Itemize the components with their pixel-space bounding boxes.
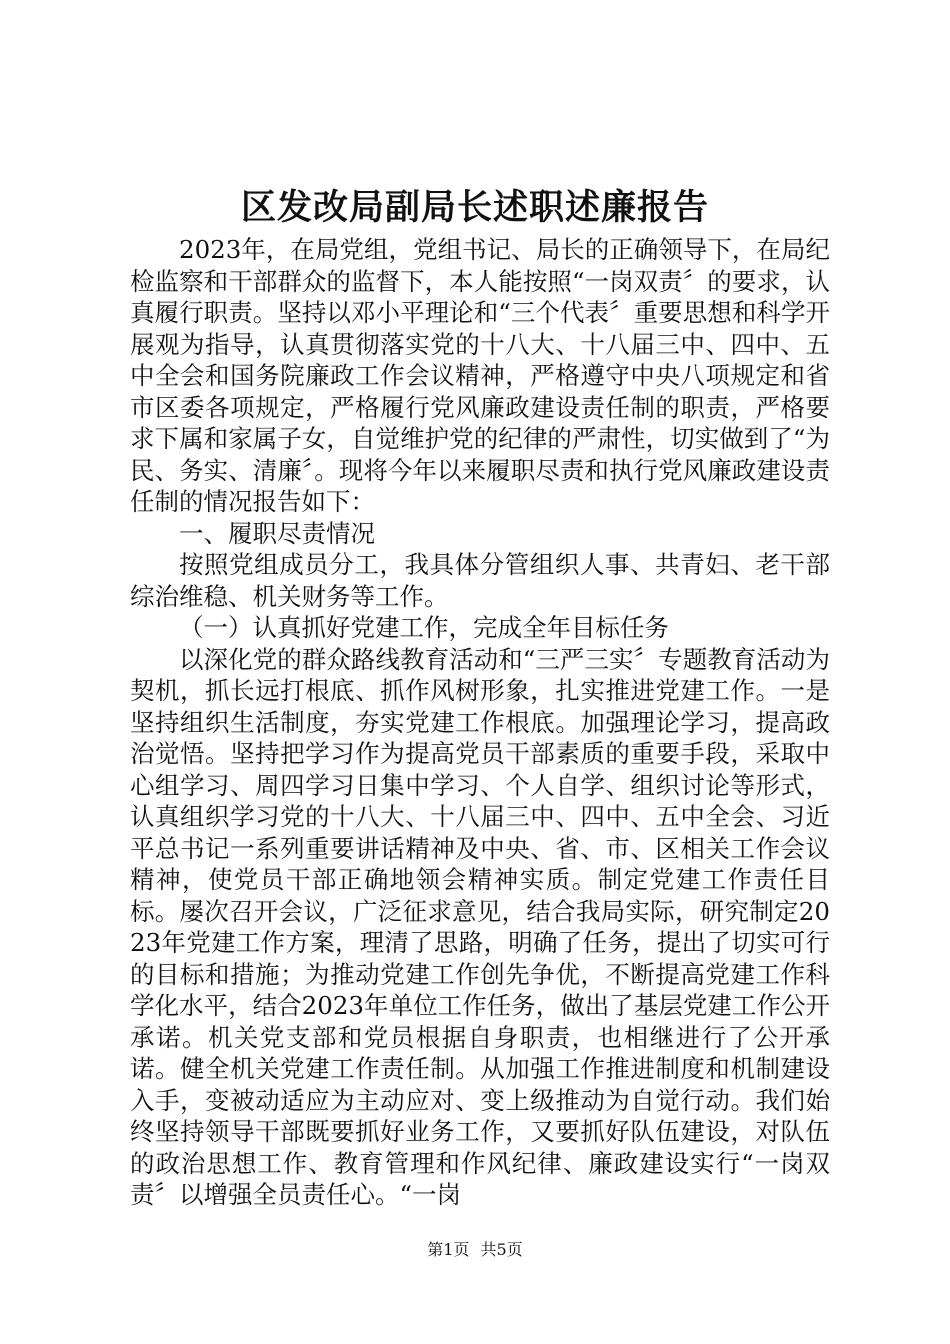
page-footer bbox=[0, 1240, 950, 1260]
paragraph-division: 按照党组成员分工，我具体分管组织人事、共青妇、老干部综治维稳、机关财务等工作。 bbox=[130, 550, 830, 611]
document-body bbox=[130, 234, 830, 1211]
page-number: 第1页 bbox=[427, 1240, 470, 1259]
section-heading: 一、履职尽责情况 bbox=[179, 518, 375, 548]
paragraph-intro: 2023年，在局党组，党组书记、局长的正确领导下，在局纪检监察和干部群众的监督下，本人能按照“一岗双责〞的要求，认真履行职责。坚持以邓小平理论和“三个代表〞重要思想和科学开展观为指导，认真贯彻落实党的十八大、十八届三中、四中、五中全会和国务院廉政工作会议精神，严格遵守中央八项规定和省市区委各项规定，严格履行党风廉政建设责任制的职责，严格要求下属和家属子女，自觉维护党的纪律的严肃性，切实做到了“为民、务实、清廉〞。现将今年以来履职尽责和执行党风廉政建设责任制的情况报告如下： bbox=[130, 235, 830, 516]
page-total: 共5页 bbox=[480, 1240, 523, 1259]
paragraph-party-building: 以深化党的群众路线教育活动和“三严三实〞专题教育活动为契机，抓长远打根底、抓作风树形象，扎实推进党建工作。一是坚持组织生活制度，夯实党建工作根底。加强理论学习，提高政治觉悟。坚持把学习作为提高党员干部素质的重要手段，采取中心组学习、周四学习日集中学习、个人自学、组织讨论等形式，认真组织学习党的十八大、十八届三中、四中、五中全会、习近平总书记一系列重要讲话精神及中央、省、市、区相关工作会议精神，使党员干部正确地领会精神实质。制定党建工作责任目标。屡次召开会议，广泛征求意见，结合我局实际，研究制定2023年党建工作方案，理清了思路，明确了任务，提出了切实可行的目标和措施；为推动党建工作创先争优，不断提高党建工作科学化水平，结合2023年单位工作任务，做出了基层党建工作公开承诺。机关党支部和党员根据自身职责，也相继进行了公开承诺。健全机关党建工作责任制。从加强工作推进制度和机制建设入手，变被动适应为主动应对、变上级推动为自觉行动。我们始终坚持领导干部既要抓好业务工作，又要抓好队伍建设，对队伍的政治思想工作、教育管理和作风纪律、廉政建设实行“一岗双责〞以增强全员责任心。“一岗 bbox=[130, 644, 830, 1209]
subsection-heading: （一）认真抓好党建工作，完成全年目标任务 bbox=[179, 613, 669, 642]
document-title: 区发改局副局长述职述廉报告 bbox=[240, 187, 709, 228]
